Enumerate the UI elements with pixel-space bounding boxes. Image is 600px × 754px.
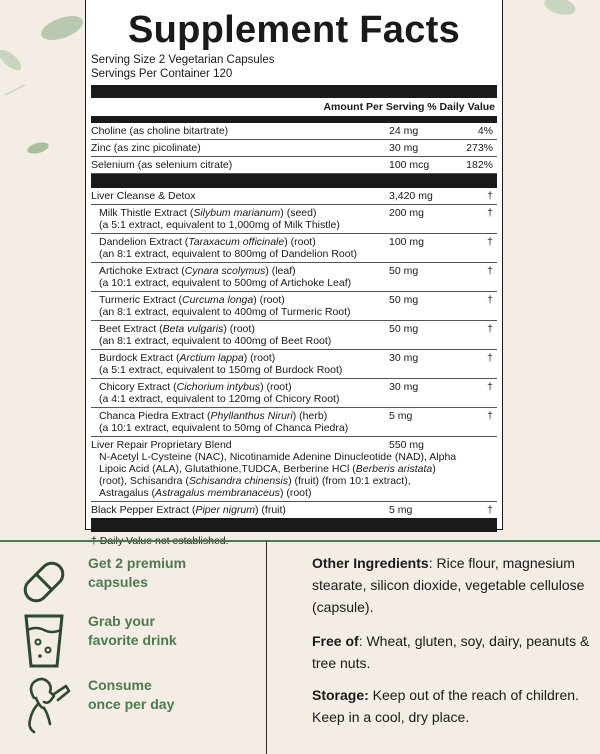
daily-value-header: % Daily Value [427,101,495,113]
nutrient-amount: 100 mg [389,236,425,248]
nutrient-name: Turmeric Extract (Curcuma longa) (root) [99,294,285,306]
step-line: favorite drink [88,632,177,648]
fact-row [91,379,497,408]
blend-line: ) [432,463,436,475]
step-text [88,676,228,714]
nutrient-name: Choline (as choline bitartrate) [91,125,229,137]
nutrient-name: Chicory Extract (Cichorium intybus) (root) [99,381,292,393]
nutrient-amount: 200 mg [389,207,425,219]
nutrient-amount: 3,420 mg [389,190,433,202]
nutrient-dv: 182% [466,159,493,171]
nutrient-name: Black Pepper Extract (Piper nigrum) (fruit) [91,504,286,516]
divider-thick [91,518,497,532]
nutrient-dv: † [487,265,493,277]
blend-line: N-Acetyl L-Cysteine (NAC), Nicotinamide Adenine Dinucleotide (NAD), Alpha [99,451,457,463]
nutrient-name: Milk Thistle Extract (Silybum marianum) (seed) [99,207,317,219]
nutrient-dv: † [487,236,493,248]
serving-size: Serving Size 2 Vegetarian Capsules [91,54,275,66]
step-line: capsules [88,574,148,590]
divider-thick [91,85,497,98]
fact-row [91,123,497,140]
nutrient-dv: 273% [466,142,493,154]
nutrient-name: Chanca Piedra Extract (Phyllanthus Niruri) (herb) [99,410,328,422]
nutrient-amount: 30 mg [389,142,419,154]
blend-ingredients [91,451,497,499]
latin-name: Astragalus membranaceus [155,487,280,499]
latin-name: Silybum marianum [193,207,281,219]
nutrient-name: Zinc (as zinc picolinate) [91,142,201,154]
blend-line: Lipoic Acid (ALA), Glutathione,TUDCA, Berberine HCl ( [99,463,356,475]
extract-note: (a 5:1 extract, equivalent to 150mg of Burdock Root) [99,364,343,376]
nutrient-amount: 50 mg [389,323,419,335]
divider-thick [91,174,497,188]
amount-header-row [91,98,497,116]
extract-note: (a 5:1 extract, equivalent to 1,000mg of Milk Thistle) [99,219,340,231]
fact-row [91,263,497,292]
nutrient-amount: 24 mg [389,125,419,137]
latin-name: Taraxacum officinale [188,236,285,248]
extract-note: (an 8:1 extract, equivalent to 800mg of Dandelion Root) [99,248,357,260]
nutrient-name: Liver Cleanse & Detox [91,190,196,202]
nutrient-name: Liver Repair Proprietary Blend [91,439,232,451]
step-line: once per day [88,696,175,712]
step-line: Grab your [88,613,155,629]
nutrient-dv: † [487,190,493,202]
nutrient-dv: † [487,381,493,393]
fact-row [91,205,497,234]
glass-icon [14,610,74,670]
extract-note: (a 4:1 extract, equivalent to 120mg of Chicory Root) [99,393,340,405]
nutrient-dv: † [487,323,493,335]
latin-name: Phyllanthus Niruri [210,410,293,422]
fact-row [91,188,497,205]
fact-row [91,234,497,263]
supplement-facts-panel [85,0,503,530]
step-line: Get 2 premium [88,555,187,571]
nutrient-amount: 30 mg [389,352,419,364]
nutrient-amount: 5 mg [389,410,413,422]
servings-per-container: Servings Per Container 120 [91,67,233,80]
step-text [88,554,228,592]
nutrient-dv: † [487,294,493,306]
person-drinking-icon [14,674,74,734]
latin-name: Cichorium intybus [176,381,261,393]
extract-note: (a 10:1 extract, equivalent to 500mg of Artichoke Leaf) [99,277,352,289]
nutrient-name: Dandelion Extract (Taraxacum officinale) (root) [99,236,316,248]
fact-row [91,502,497,518]
storage-text: Keep out of the reach of children. Keep in a cool, dry place. [312,687,579,725]
step-drink [14,610,264,670]
latin-name: Curcuma longa [182,294,254,306]
latin-name: Arctium lappa [179,352,244,364]
section-divider [0,540,600,542]
panel-title: Supplement Facts [127,9,461,51]
column-divider [266,541,267,754]
fact-row [91,292,497,321]
nutrient-name: Beet Extract (Beta vulgaris) (root) [99,323,255,335]
fact-row [91,140,497,157]
storage-label: Storage: [312,687,369,703]
storage [312,684,592,728]
herbs-section [91,205,497,437]
other-ingredients-text: : Rice flour, magnesium stearate, silicon dioxide, vegetable cellulose (capsule). [312,555,585,615]
fact-row [91,350,497,379]
nutrient-name: Artichoke Extract (Cynara scolymus) (leaf) [99,265,296,277]
latin-name: Berberis aristata [355,463,433,475]
nutrient-name: Burdock Extract (Arctium lappa) (root) [99,352,276,364]
fact-row [91,408,497,437]
vitamins-section [91,123,497,174]
free-of [312,630,592,674]
divider-medium [91,116,497,123]
blend-line: (root), Schisandra ( [99,475,189,487]
nutrient-amount: 50 mg [389,294,419,306]
nutrient-dv: † [487,352,493,364]
step-capsules [14,552,264,612]
nutrient-amount: 30 mg [389,381,419,393]
other-ingredients [312,552,592,618]
nutrient-dv: 4% [477,125,493,137]
leaf-decoration-icon [510,0,600,40]
nutrient-dv: † [487,410,493,422]
fact-row [91,157,497,174]
latin-name: Schisandra chinensis [188,475,289,487]
nutrient-amount: 5 mg [389,504,413,516]
other-ingredients-label: Other Ingredients [312,555,429,571]
extract-note: (a 10:1 extract, equivalent to 50mg of Chanca Piedra) [99,422,349,434]
nutrient-amount: 550 mg [389,439,425,451]
step-line: Consume [88,677,152,693]
free-of-text: : Wheat, gluten, soy, dairy, peanuts & tree nuts. [312,633,590,671]
nutrient-name: Selenium (as selenium citrate) [91,159,233,171]
fact-row [91,321,497,350]
latin-name: Cynara scolymus [184,265,266,277]
amount-per-serving-header: Amount Per Serving [323,101,425,113]
fact-row [91,437,497,502]
nutrient-amount: 50 mg [389,265,419,277]
extract-note: (an 8:1 extract, equivalent to 400mg of Turmeric Root) [99,306,351,318]
blend-line: ) (fruit) (from 10:1 extract), [288,475,411,487]
blend-line: Astragalus ( [99,487,156,499]
step-text [88,612,228,650]
nutrient-dv: † [487,207,493,219]
latin-name: Beta vulgaris [162,323,224,335]
capsule-icon [14,552,74,612]
extract-note: (an 8:1 extract, equivalent to 400mg of Beet Root) [99,335,332,347]
step-consume [14,674,264,734]
nutrient-dv: † [487,504,493,516]
free-of-label: Free of [312,633,359,649]
latin-name: Piper nigrum [195,504,255,516]
nutrient-amount: 100 mcg [389,159,430,171]
blend-line: ) (root) [279,487,312,499]
